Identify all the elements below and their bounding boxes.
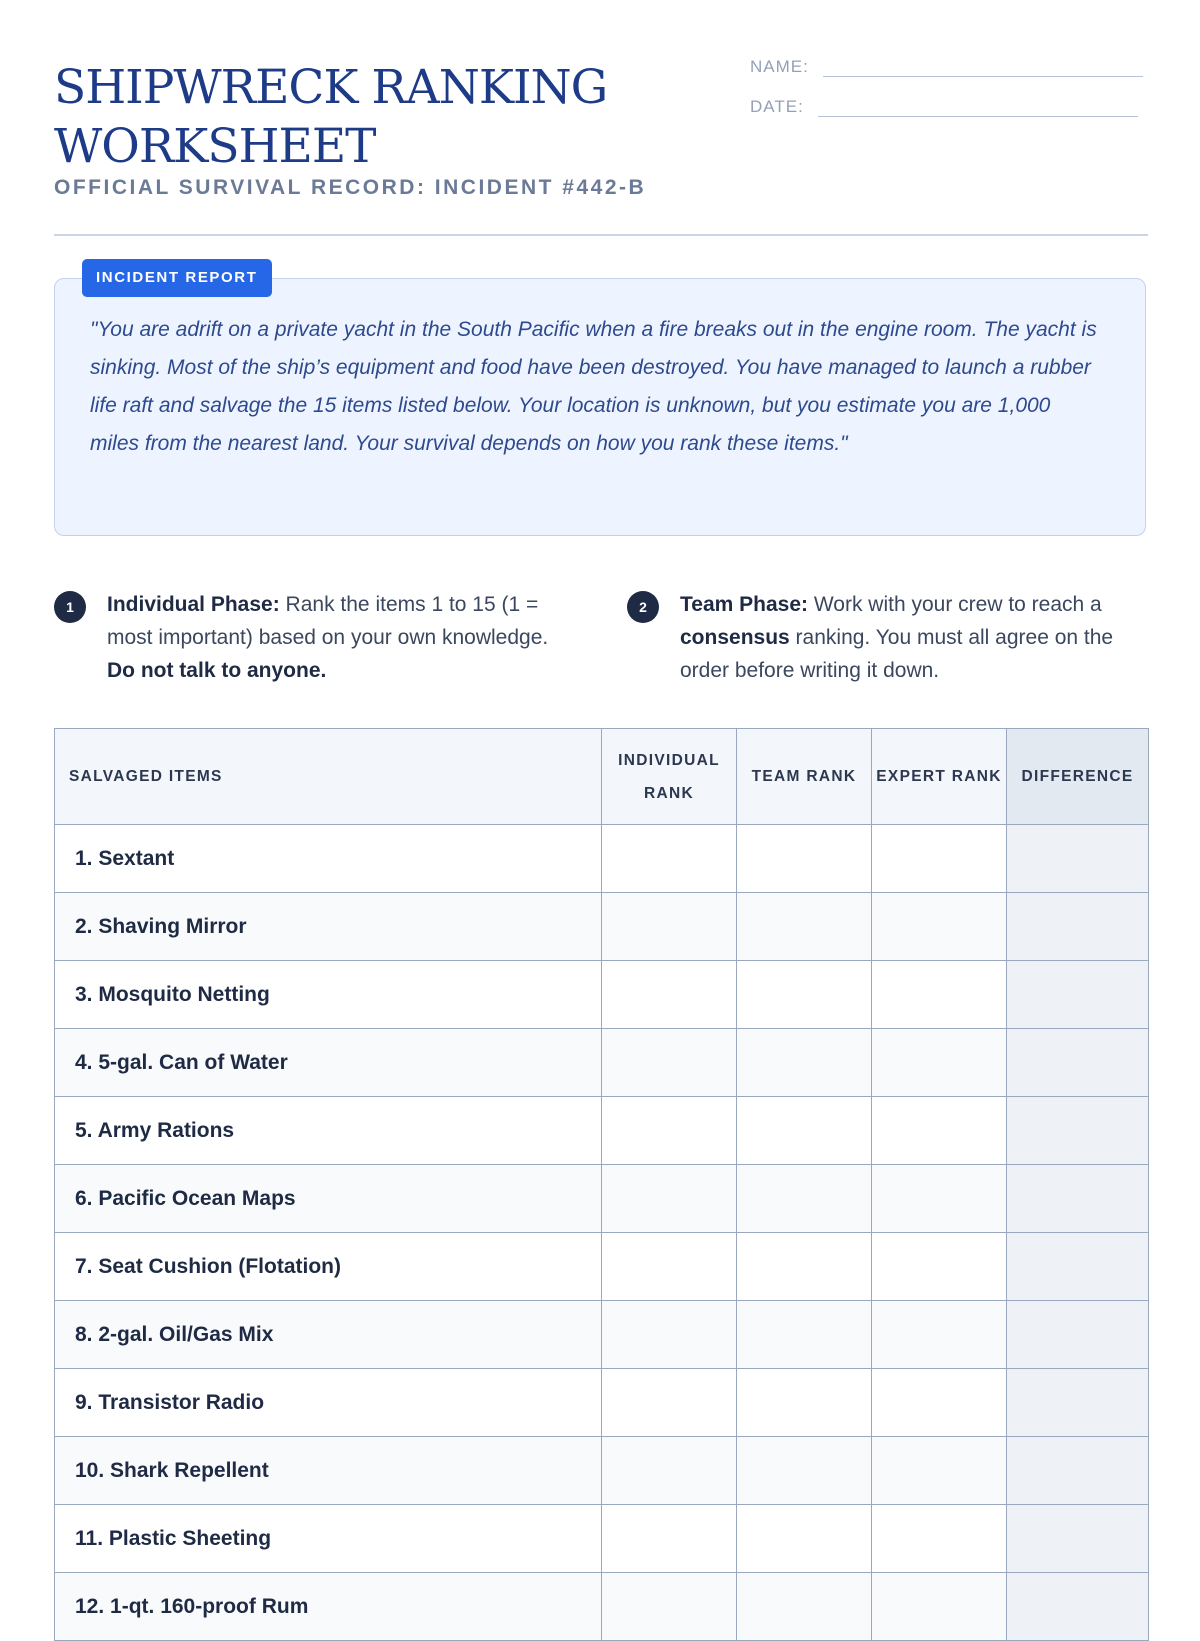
individual-rank-cell[interactable]	[602, 1165, 737, 1233]
instruction-label: Individual Phase:	[107, 593, 280, 616]
instruction-body-end: ranking. You must all agree on the order before writing it down.	[680, 626, 1114, 682]
difference-cell[interactable]	[1007, 1437, 1149, 1505]
instruction-body: Work with your crew to reach a	[808, 593, 1102, 616]
item-name-cell: 10. Shark Repellent	[55, 1437, 602, 1505]
instruction-text	[107, 588, 574, 687]
name-field[interactable]	[750, 56, 1143, 77]
item-name-cell: 3. Mosquito Netting	[55, 961, 602, 1029]
team-rank-cell[interactable]	[737, 1505, 872, 1573]
difference-cell[interactable]	[1007, 1233, 1149, 1301]
page-title: SHIPWRECK RANKING WORKSHEET	[54, 60, 608, 174]
team-rank-cell[interactable]	[737, 893, 872, 961]
individual-rank-cell[interactable]	[602, 1505, 737, 1573]
difference-cell[interactable]	[1007, 1505, 1149, 1573]
difference-cell[interactable]	[1007, 1165, 1149, 1233]
expert-rank-cell[interactable]	[872, 961, 1007, 1029]
step-number-badge: 2	[627, 591, 659, 623]
individual-rank-cell[interactable]	[602, 1301, 737, 1369]
table-row	[55, 1233, 1149, 1301]
item-name-cell: 12. 1-qt. 160-proof Rum	[55, 1573, 602, 1641]
incident-report-text: "You are adrift on a private yacht in the South Pacific when a fire breaks out in the engine room. The yacht is sinking. Most of the ship’s equipment and food have been destroyed. You have managed to launch a rubber life raft and salvage the 15 items listed below. Your location is unknown, but you estimate you are 1,000 miles from the nearest land. Your survival depends on how you rank these items."	[90, 318, 1097, 455]
table-row	[55, 1437, 1149, 1505]
individual-rank-cell[interactable]	[602, 1369, 737, 1437]
instruction-text	[680, 588, 1147, 687]
incident-report-badge: INCIDENT REPORT	[82, 259, 272, 297]
team-rank-cell[interactable]	[737, 961, 872, 1029]
expert-rank-cell[interactable]	[872, 1369, 1007, 1437]
table-row	[55, 1505, 1149, 1573]
individual-rank-cell[interactable]	[602, 1233, 737, 1301]
difference-cell[interactable]	[1007, 1029, 1149, 1097]
table-row	[55, 1097, 1149, 1165]
difference-cell[interactable]	[1007, 825, 1149, 893]
instruction-step-2	[627, 588, 1147, 687]
item-name-cell: 9. Transistor Radio	[55, 1369, 602, 1437]
expert-rank-cell[interactable]	[872, 1505, 1007, 1573]
team-rank-cell[interactable]	[737, 1097, 872, 1165]
column-header-items: SALVAGED ITEMS	[55, 729, 602, 825]
column-header-difference: DIFFERENCE	[1007, 729, 1149, 825]
name-label: NAME:	[750, 56, 809, 76]
expert-rank-cell[interactable]	[872, 1097, 1007, 1165]
page-subtitle: OFFICIAL SURVIVAL RECORD: INCIDENT #442-B	[54, 176, 647, 199]
individual-rank-cell[interactable]	[602, 1029, 737, 1097]
ranking-table	[54, 728, 1149, 1641]
item-name-cell: 8. 2-gal. Oil/Gas Mix	[55, 1301, 602, 1369]
individual-rank-cell[interactable]	[602, 1573, 737, 1641]
date-input-line[interactable]	[818, 96, 1138, 117]
difference-cell[interactable]	[1007, 893, 1149, 961]
expert-rank-cell[interactable]	[872, 1029, 1007, 1097]
table-row	[55, 1369, 1149, 1437]
item-name-cell: 11. Plastic Sheeting	[55, 1505, 602, 1573]
expert-rank-cell[interactable]	[872, 1301, 1007, 1369]
column-header-expert-rank: EXPERT RANK	[872, 729, 1007, 825]
difference-cell[interactable]	[1007, 1369, 1149, 1437]
expert-rank-cell[interactable]	[872, 1437, 1007, 1505]
header-divider	[54, 234, 1148, 236]
table-row	[55, 1029, 1149, 1097]
difference-cell[interactable]	[1007, 1573, 1149, 1641]
difference-cell[interactable]	[1007, 1097, 1149, 1165]
column-header-team-rank: TEAM RANK	[737, 729, 872, 825]
individual-rank-cell[interactable]	[602, 961, 737, 1029]
expert-rank-cell[interactable]	[872, 825, 1007, 893]
team-rank-cell[interactable]	[737, 1165, 872, 1233]
expert-rank-cell[interactable]	[872, 1165, 1007, 1233]
table-row	[55, 1573, 1149, 1641]
step-number-badge: 1	[54, 591, 86, 623]
name-input-line[interactable]	[823, 56, 1143, 77]
individual-rank-cell[interactable]	[602, 825, 737, 893]
expert-rank-cell[interactable]	[872, 1573, 1007, 1641]
table-body	[55, 825, 1149, 1641]
individual-rank-cell[interactable]	[602, 1097, 737, 1165]
team-rank-cell[interactable]	[737, 1573, 872, 1641]
column-header-individual-rank: INDIVIDUAL RANK	[602, 729, 737, 825]
table-row	[55, 825, 1149, 893]
item-name-cell: 1. Sextant	[55, 825, 602, 893]
team-rank-cell[interactable]	[737, 1369, 872, 1437]
item-name-cell: 6. Pacific Ocean Maps	[55, 1165, 602, 1233]
item-name-cell: 7. Seat Cushion (Flotation)	[55, 1233, 602, 1301]
instruction-emphasis: Do not talk to anyone.	[107, 659, 327, 682]
team-rank-cell[interactable]	[737, 1233, 872, 1301]
individual-rank-cell[interactable]	[602, 1437, 737, 1505]
expert-rank-cell[interactable]	[872, 1233, 1007, 1301]
table-row	[55, 961, 1149, 1029]
date-field[interactable]	[750, 96, 1138, 117]
instruction-label: Team Phase:	[680, 593, 808, 616]
item-name-cell: 4. 5-gal. Can of Water	[55, 1029, 602, 1097]
date-label: DATE:	[750, 96, 804, 116]
table-header-row	[55, 729, 1149, 825]
ranking-table-wrapper	[54, 728, 1148, 1641]
table-row	[55, 1301, 1149, 1369]
instruction-emphasis: consensus	[680, 626, 790, 649]
expert-rank-cell[interactable]	[872, 893, 1007, 961]
item-name-cell: 2. Shaving Mirror	[55, 893, 602, 961]
item-name-cell: 5. Army Rations	[55, 1097, 602, 1165]
instruction-body: Rank the items 1 to 15 (1 = most important) based on your own knowledge.	[107, 593, 549, 649]
instruction-step-1	[54, 588, 574, 687]
table-row	[55, 1165, 1149, 1233]
team-rank-cell[interactable]	[737, 1437, 872, 1505]
difference-cell[interactable]	[1007, 1301, 1149, 1369]
team-rank-cell[interactable]	[737, 1029, 872, 1097]
individual-rank-cell[interactable]	[602, 893, 737, 961]
team-rank-cell[interactable]	[737, 825, 872, 893]
table-row	[55, 893, 1149, 961]
difference-cell[interactable]	[1007, 961, 1149, 1029]
team-rank-cell[interactable]	[737, 1301, 872, 1369]
